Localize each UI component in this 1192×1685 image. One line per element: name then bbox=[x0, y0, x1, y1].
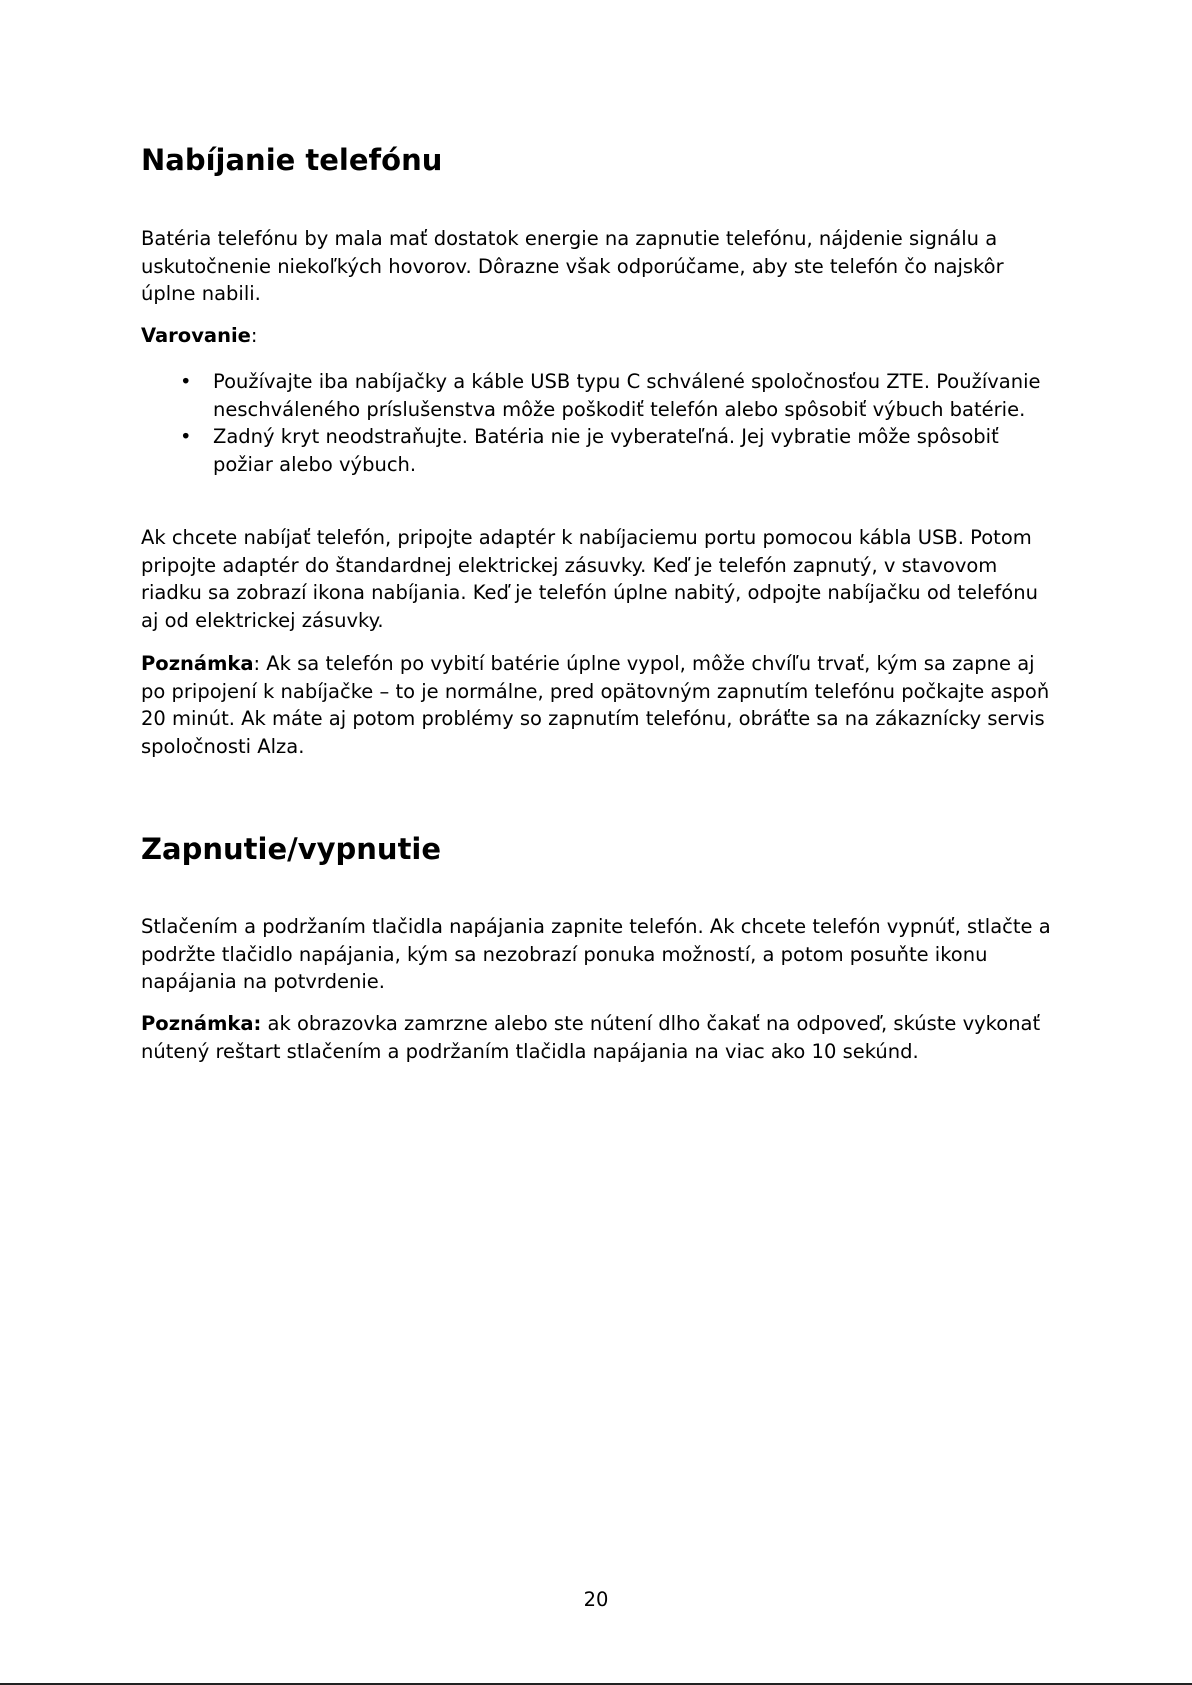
warning-list bbox=[141, 368, 1061, 478]
warning-label-line bbox=[141, 322, 1061, 350]
power-note bbox=[141, 1010, 1061, 1065]
charging-note bbox=[141, 650, 1061, 760]
heading-power: Zapnutie/vypnutie bbox=[141, 832, 442, 866]
warning-item-text: Používajte iba nabíjačky a káble USB typu C schválené spoločnosťou ZTE. Používanie neschváleného príslušenstva môže poškodiť telefón alebo spôsobiť výbuch batérie. bbox=[213, 370, 1041, 421]
page-number: 20 bbox=[583, 1588, 609, 1611]
paragraph-charging-intro: Batéria telefónu by mala mať dostatok energie na zapnutie telefónu, nájdenie signálu a uskutočnenie niekoľkých hovorov. Dôrazne však odporúčame, aby ste telefón čo najskôr úplne nabili. bbox=[141, 227, 1004, 305]
warning-item-text: Zadný kryt neodstraňujte. Batéria nie je vyberateľná. Jej vybratie môže spôsobiť požiar alebo výbuch. bbox=[213, 425, 999, 476]
bullet-icon: • bbox=[180, 425, 192, 448]
paragraph-power: Stlačením a podržaním tlačidla napájania zapnite telefón. Ak chcete telefón vypnúť, stlačte a podržte tlačidlo napájania, kým sa nezobrazí ponuka možností, a potom posuňte ikonu napájania na potvrdenie. bbox=[141, 915, 1051, 993]
charging-note-text: : Ak sa telefón po vybití batérie úplne vypol, môže chvíľu trvať, kým sa zapne aj po pripojení k nabíjačke – to je normálne, pred opätovným zapnutím telefónu počkajte aspoň 20 minút. Ak máte aj potom problémy so zapnutím telefónu, obráťte sa na zákaznícky servis spoločnosti Alza. bbox=[141, 652, 1050, 758]
warning-item bbox=[141, 423, 1061, 478]
warning-label: Varovanie bbox=[141, 324, 251, 347]
heading-charging: Nabíjanie telefónu bbox=[141, 143, 443, 177]
charging-note-label: Poznámka bbox=[141, 652, 254, 675]
bullet-icon: • bbox=[180, 370, 192, 393]
paragraph-charging-steps: Ak chcete nabíjať telefón, pripojte adaptér k nabíjaciemu portu pomocou kábla USB. Potom pripojte adaptér do štandardnej elektrickej zásuvky. Keď je telefón zapnutý, v stavovom riadku sa zobrazí ikona nabíjania. Keď je telefón úplne nabitý, odpojte nabíjačku od telefónu aj od elektrickej zásuvky. bbox=[141, 526, 1038, 632]
warning-label-colon: : bbox=[250, 324, 258, 347]
power-note-text: ak obrazovka zamrzne alebo ste nútení dlho čakať na odpoveď, skúste vykonať nútený reštart stlačením a podržaním tlačidla napájania na viac ako 10 sekúnd. bbox=[141, 1012, 1041, 1063]
warning-item bbox=[141, 368, 1061, 423]
power-note-label: Poznámka: bbox=[141, 1012, 262, 1035]
